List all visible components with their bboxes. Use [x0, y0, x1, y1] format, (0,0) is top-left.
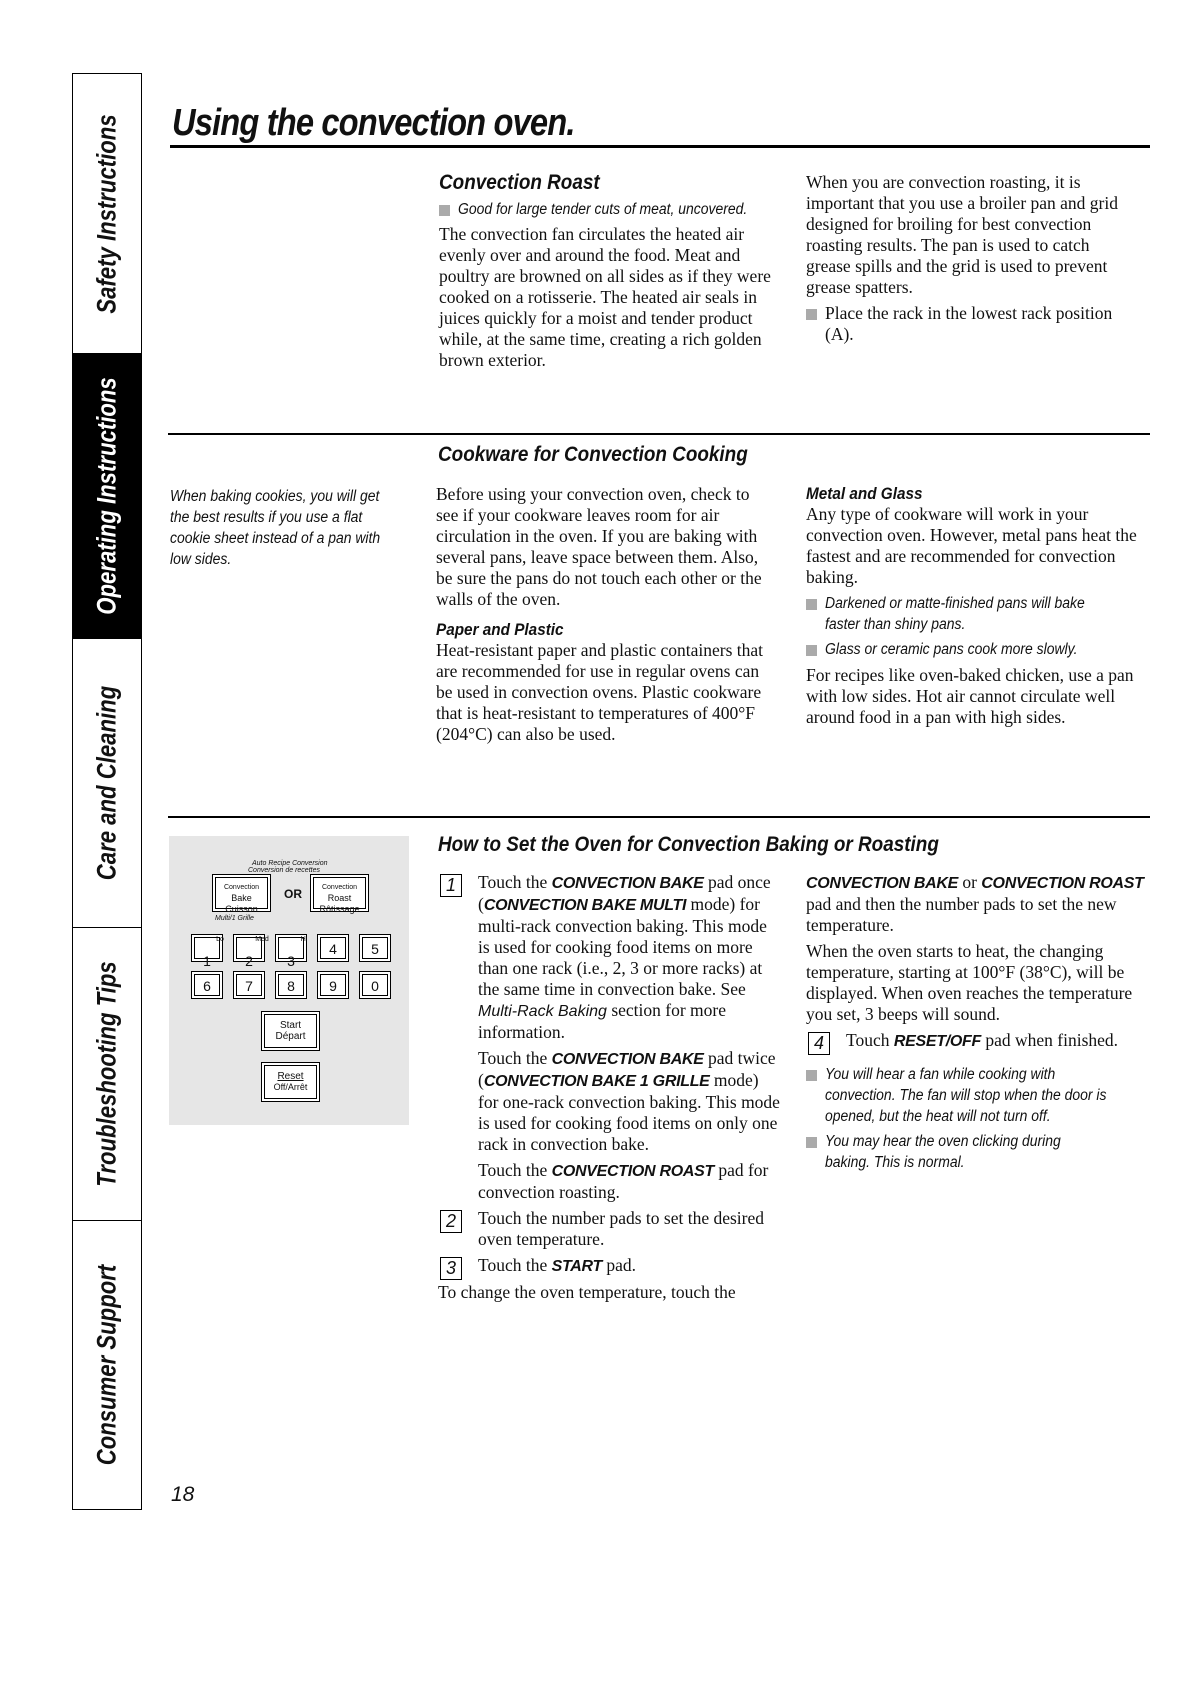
- metal-bullet: [806, 593, 1141, 635]
- cookware-intro: Before using your convection oven, check to see if your cookware leaves room for air circulation in the oven. If you are baking with several pans, leave space between them. Also, be sure the pans do not touch each other or the walls of the oven.: [436, 484, 762, 609]
- pad-label: Rôtissage: [319, 904, 360, 914]
- pad-label: Départ: [275, 1031, 306, 1042]
- multi-grille-label: Multi/1 Grille: [215, 915, 254, 922]
- paper-plastic-heading: Paper and Plastic: [436, 620, 564, 639]
- text: or: [957, 872, 982, 892]
- text: pad twice (: [478, 1048, 776, 1090]
- control-panel-illustration: [169, 836, 409, 1125]
- howto-left-column: [438, 872, 780, 1303]
- pad-label: Roast: [327, 893, 352, 903]
- section-rule: [168, 816, 1150, 818]
- number-pad-5[interactable]: [359, 934, 391, 962]
- keyword: CONVECTION BAKE 1 GRILLE: [483, 1073, 710, 1090]
- bullet-square-icon: [806, 645, 817, 656]
- pad-label: Reset: [277, 1071, 304, 1082]
- cross-reference: Multi-Rack Baking: [478, 1003, 607, 1020]
- step-number: 1: [440, 874, 462, 897]
- metal-glass-body: Any type of cookware will work in your convection oven. However, metal pans heat the fastest and are recommended for convection baking.: [806, 504, 1137, 587]
- panel-header: Auto Recipe Conversion: [252, 860, 328, 867]
- step-number: 3: [440, 1257, 462, 1280]
- pad-number: 9: [329, 978, 337, 994]
- step-4-text: [846, 1030, 1146, 1052]
- text: Touch the: [478, 872, 552, 892]
- paper-plastic-body: Heat-resistant paper and plastic containers that are recommended for use in regular ovens can be used in convection ovens. Plastic cookware that is heat-resistant to temperatures of 400°F (204°C) can also be used.: [436, 640, 764, 744]
- pad-label: Start: [279, 1020, 302, 1031]
- text: section for more information.: [478, 1000, 726, 1042]
- number-pad-9[interactable]: [317, 971, 349, 999]
- howto-note-text: You may hear the oven clicking during baking. This is normal.: [825, 1133, 1061, 1171]
- howto-right-column: [806, 872, 1146, 1173]
- convection-roast-column: [439, 172, 779, 371]
- step-2: [438, 1208, 780, 1250]
- pad-label: Convection: [321, 884, 358, 891]
- cookware-side-note-wrap: [170, 486, 395, 570]
- howto-heading: How to Set the Oven for Convection Baking or Roasting: [438, 833, 939, 856]
- roast-body: The convection fan circulates the heated air evenly over and around the food. Meat and poultry are browned on all sides as if they were cooked on a rotisserie. The heated air seals in juices quickly for a moist and tender product while, at the same time, creating a rich golden brown exterior.: [439, 224, 771, 370]
- cookware-side-note: When baking cookies, you will get the best results if you use a flat cookie sheet instead of a pan with low sides.: [170, 488, 381, 568]
- tab-care-and-cleaning[interactable]: [73, 639, 141, 928]
- convection-roast-heading: Convection Roast: [439, 171, 600, 194]
- or-label: OR: [284, 887, 302, 901]
- text: pad when finished.: [980, 1030, 1119, 1050]
- number-pad-6[interactable]: [191, 971, 223, 999]
- roast-right-body: When you are convection roasting, it is important that you use a broiler pan and grid designed for broiling for best convection roasting results. The pan is used to catch grease spills and the grid is used to prevent grease spatters.: [806, 172, 1119, 297]
- bullet-square-icon: [806, 1137, 817, 1148]
- convection-roast-right-column: [806, 172, 1136, 345]
- keyword: CONVECTION BAKE: [806, 875, 958, 892]
- tab-label: Operating Instructions: [91, 377, 122, 615]
- step-1-text-b: [478, 1048, 780, 1155]
- cookware-right-column: [806, 483, 1141, 728]
- tab-operating-instructions[interactable]: [73, 354, 141, 639]
- roast-tip-text: Good for large tender cuts of meat, uncovered.: [458, 201, 748, 218]
- page-number: 18: [171, 1483, 195, 1506]
- number-pad-7[interactable]: [233, 971, 265, 999]
- tab-consumer-support[interactable]: [73, 1221, 141, 1509]
- keyword: CONVECTION ROAST: [981, 875, 1144, 892]
- title-rule: [170, 145, 1150, 148]
- tab-safety-instructions[interactable]: [73, 74, 141, 354]
- pad-label: Cuisson: [225, 904, 258, 914]
- number-pad-4[interactable]: [317, 934, 349, 962]
- howto-note: [806, 1064, 1146, 1127]
- metal-bullet-text: Darkened or matte-finished pans will bake faster than shiny pans.: [825, 595, 1085, 633]
- text: mode) for multi-rack convection baking. This mode is used for cooking food items on more than one rack (i.e., 2, 3 or more racks) at the same time in convection bake. See: [478, 894, 767, 999]
- bullet-square-icon: [806, 599, 817, 610]
- convection-bake-pad[interactable]: [212, 874, 271, 912]
- text: Touch the: [478, 1160, 552, 1180]
- pad-number: 8: [287, 978, 295, 994]
- step-3: [438, 1255, 780, 1277]
- change-temp-start: To change the oven temperature, touch the: [438, 1282, 736, 1302]
- cookware-heading-wrap: [438, 444, 1138, 465]
- text: pad.: [601, 1255, 637, 1275]
- pad-number: 7: [245, 978, 253, 994]
- step-3-text: [478, 1255, 780, 1277]
- roast-right-bullet: [806, 303, 1136, 345]
- tab-troubleshooting-tips[interactable]: [73, 928, 141, 1221]
- cookware-left-column: [436, 484, 776, 745]
- keyword: RESET/OFF: [893, 1033, 981, 1050]
- level-label: Lo: [216, 936, 224, 943]
- convection-roast-pad[interactable]: [310, 874, 369, 912]
- number-pad-1[interactable]: [191, 934, 224, 969]
- level-label: Med: [255, 936, 269, 943]
- pad-number: 6: [203, 978, 211, 994]
- number-pad-3[interactable]: [275, 934, 308, 969]
- tab-label: Safety Instructions: [91, 113, 122, 314]
- text: Touch the: [478, 1048, 552, 1068]
- section-rule: [168, 433, 1150, 435]
- heat-text: When the oven starts to heat, the changing temperature, starting at 100°F (38°C), will be displayed. When oven reaches the temperature you set, 3 beeps will sound.: [806, 941, 1133, 1024]
- metal-bullet-text: Glass or ceramic pans cook more slowly.: [825, 641, 1078, 658]
- section-tabs: [72, 73, 142, 1510]
- pad-label: Convection: [223, 884, 260, 891]
- number-pad-0[interactable]: [359, 971, 391, 999]
- step-2-text: Touch the number pads to set the desired oven temperature.: [478, 1208, 764, 1249]
- roast-right-bullet-text: Place the rack in the lowest rack position (A).: [825, 303, 1113, 344]
- tab-label: Troubleshooting Tips: [91, 961, 122, 1187]
- keyword: START: [551, 1258, 602, 1275]
- text: pad once (: [478, 872, 771, 914]
- tab-label: Consumer Support: [91, 1264, 122, 1466]
- step-number: 4: [808, 1032, 830, 1055]
- howto-heading-wrap: [438, 834, 1158, 855]
- step-1-text-c: [478, 1160, 780, 1203]
- step-number: 2: [440, 1210, 462, 1233]
- keyword: CONVECTION BAKE: [551, 1051, 704, 1068]
- tab-label: Care and Cleaning: [91, 685, 122, 881]
- step-1-text-a: [478, 872, 780, 1043]
- text: Touch: [846, 1030, 894, 1050]
- number-pad-2[interactable]: [233, 934, 269, 969]
- pad-number: 3: [287, 953, 295, 969]
- pad-number: 4: [329, 941, 337, 957]
- howto-note-text: You will hear a fan while cooking with convection. The fan will stop when the door is opened, but the heat will not turn off.: [825, 1066, 1107, 1125]
- cookware-heading: Cookware for Convection Cooking: [438, 443, 748, 466]
- page-title: Using the convection oven.: [172, 102, 575, 144]
- start-pad[interactable]: [261, 1011, 320, 1051]
- step-1: [438, 872, 780, 1203]
- text: Touch the: [478, 1255, 552, 1275]
- level-label: Hi: [300, 936, 308, 943]
- bullet-square-icon: [439, 205, 450, 216]
- pad-number: 0: [371, 978, 379, 994]
- pad-number: 2: [245, 953, 253, 969]
- keyword: CONVECTION BAKE MULTI: [483, 897, 687, 914]
- pad-number: 1: [203, 953, 211, 969]
- pad-label: Off/Arrêt: [273, 1082, 308, 1092]
- number-pad-8[interactable]: [275, 971, 307, 999]
- bullet-square-icon: [806, 1070, 817, 1081]
- step-4: [806, 1030, 1146, 1052]
- roast-tip: [439, 199, 779, 220]
- pad-number: 5: [371, 941, 379, 957]
- text: pad and then the number pads to set the new temperature.: [806, 894, 1117, 935]
- panel-header-fr: Conversion de recettes: [248, 867, 320, 874]
- howto-note: [806, 1131, 1146, 1173]
- text: mode) for one-rack convection baking. This mode is used for cooking food items on only one rack in convection bake.: [478, 1070, 780, 1154]
- text: pad for convection roasting.: [478, 1160, 769, 1202]
- keyword: CONVECTION ROAST: [551, 1163, 714, 1180]
- metal-glass-heading: Metal and Glass: [806, 484, 923, 503]
- pad-label: Bake: [231, 893, 252, 903]
- metal-bullet: [806, 639, 1141, 660]
- keyword: CONVECTION BAKE: [551, 875, 704, 892]
- change-temp-text: [806, 872, 1146, 936]
- reset-off-pad[interactable]: [261, 1062, 320, 1102]
- bullet-square-icon: [806, 309, 817, 320]
- metal-glass-after: For recipes like oven-baked chicken, use a pan with low sides. Hot air cannot circulate well around food in a pan with high sides.: [806, 665, 1134, 727]
